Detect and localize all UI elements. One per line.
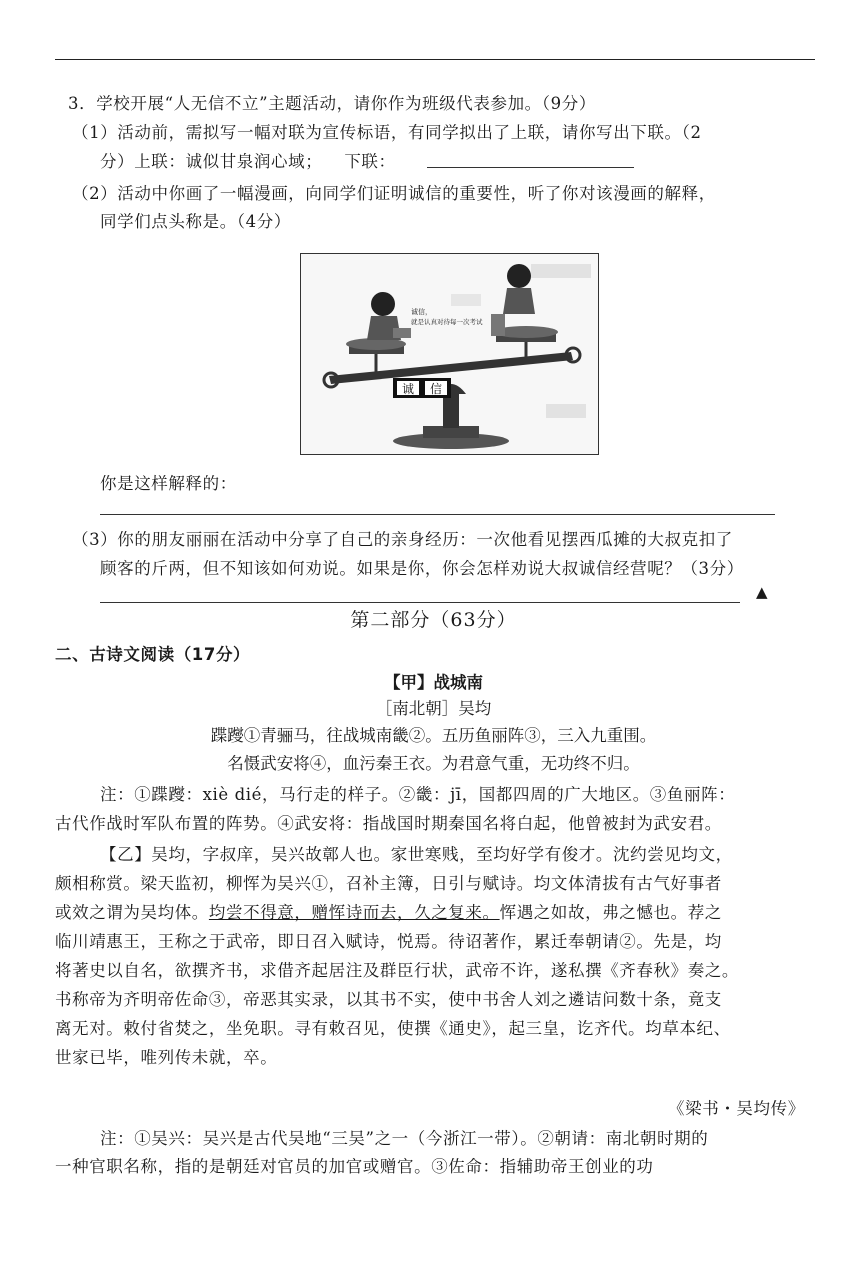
poem-line-2: 名慑武安将④，血污秦王衣。为君意气重，无功终不归。 bbox=[227, 754, 640, 773]
prose-line-2: 颇相称赏。梁天监初，柳恽为吴兴①，召补主簿，日引与赋诗。均文体清拔有古气好事者 bbox=[55, 874, 722, 893]
q3-part1-line1: （1）活动前，需拟写一幅对联为宣传标语，有同学拟出了上联，请你写出下联。（2 bbox=[72, 123, 702, 142]
section-two-title: 二、古诗文阅读（17分） bbox=[55, 645, 251, 664]
prose-source: 《梁书・吴均传》 bbox=[668, 1099, 805, 1118]
q3-part3-line1: （3）你的朋友丽丽在活动中分享了自己的亲身经历：一次他看见摆西瓜摊的大叔克扣了 bbox=[72, 530, 733, 549]
prose-line-1: 【乙】吴均，字叔庠，吴兴故鄣人也。家世寒贱，至均好学有俊才。沈约尝见均文， bbox=[100, 845, 733, 864]
prose-note-line1: 注：①吴兴：吴兴是古代吴地“三吴”之一（今浙江一带）。②朝请：南北朝时期的 bbox=[100, 1129, 709, 1148]
prose-line-5: 将著史以自名，欲撰齐书，求借齐起居注及群臣行状，武帝不许，遂私撰《齐春秋》奏之。 bbox=[55, 961, 739, 980]
question-3-title: 3．学校开展“人无信不立”主题活动，请你作为班级代表参加。（9分） bbox=[68, 94, 596, 113]
explanation-prompt: 你是这样解释的： bbox=[100, 474, 237, 493]
q3-part1-line2 bbox=[100, 148, 396, 172]
cartoon-label-char1: 诚 bbox=[401, 382, 415, 396]
part-two-title: 第二部分（63分） bbox=[350, 609, 517, 631]
q3-part2-line1: （2）活动中你画了一幅漫画，向同学们证明诚信的重要性，听了你对该漫画的解释， bbox=[72, 184, 716, 203]
integrity-cartoon-image bbox=[300, 253, 599, 455]
poem-line-1: 蹀躞①青骊马，往战城南畿②。五历鱼丽阵③，三入九重围。 bbox=[210, 726, 657, 745]
q3-part2-line2: 同学们点头称是。（4分） bbox=[100, 212, 291, 231]
cartoon-drawing bbox=[301, 254, 598, 454]
lower-couplet-answer-line[interactable] bbox=[427, 167, 634, 168]
prose-line-4: 临川靖惠王，王称之于武帝，即日召入赋诗，悦焉。待诏著作，累迁奉朝请②。先是，均 bbox=[55, 932, 722, 951]
prose-line-6: 书称帝为齐明帝佐命③，帝恶其实录，以其书不实，使中书舍人刘之遴诘问数十条，竟支 bbox=[55, 990, 722, 1009]
prose-line-3-start: 或效之谓为吴均体。 bbox=[55, 903, 209, 922]
persuasion-answer-line[interactable] bbox=[100, 602, 740, 603]
prose-note-line2: 一种官职名称，指的是朝廷对官员的加官或赠官。③佐命：指辅助帝王创业的功 bbox=[55, 1157, 654, 1176]
cartoon-speech-line2: 就是认真对待每一次考试 bbox=[411, 318, 483, 326]
poem-note-line2: 古代作战时军队布置的阵势。④武安将：指战国时期秦国名将白起，他曾被封为武安君。 bbox=[55, 814, 722, 833]
cartoon-speech-line1: 诚信， bbox=[411, 308, 432, 316]
prose-line-3 bbox=[55, 899, 722, 923]
poem-author: ［南北朝］吴均 bbox=[375, 699, 492, 718]
q3-part3-line2: 顾客的斤两，但不知该如何劝说。如果是你，你会怎样劝说大叔诚信经营呢？（3分） bbox=[100, 559, 744, 578]
explanation-answer-line[interactable] bbox=[100, 514, 775, 515]
lower-couplet-label: 下联： bbox=[344, 152, 396, 171]
poem-title: 【甲】战城南 bbox=[384, 673, 483, 692]
prose-line-8: 世家已毕，唯列传未就，卒。 bbox=[55, 1048, 278, 1067]
prose-underlined-sentence: 均尝不得意，赠恽诗而去，久之复来。 bbox=[208, 903, 500, 922]
poem-note-line1: 注：①蹀躞：xiè dié，马行走的样子。②畿：jī，国都四周的广大地区。③鱼丽阵： bbox=[100, 785, 736, 804]
prose-line-7: 离无对。敕付省焚之，坐免职。寻有敕召见，使撰《通史》，起三皇，讫齐代。均草本纪、 bbox=[55, 1019, 731, 1038]
prose-line-3-end: 恽遇之如故，弗之憾也。荐之 bbox=[499, 903, 722, 922]
header-rule bbox=[55, 59, 815, 60]
upper-couplet: 分）上联：诚似甘泉润心域； bbox=[100, 152, 323, 171]
cartoon-label-char2: 信 bbox=[429, 382, 443, 396]
answer-marker-triangle: ▲ bbox=[756, 583, 768, 601]
